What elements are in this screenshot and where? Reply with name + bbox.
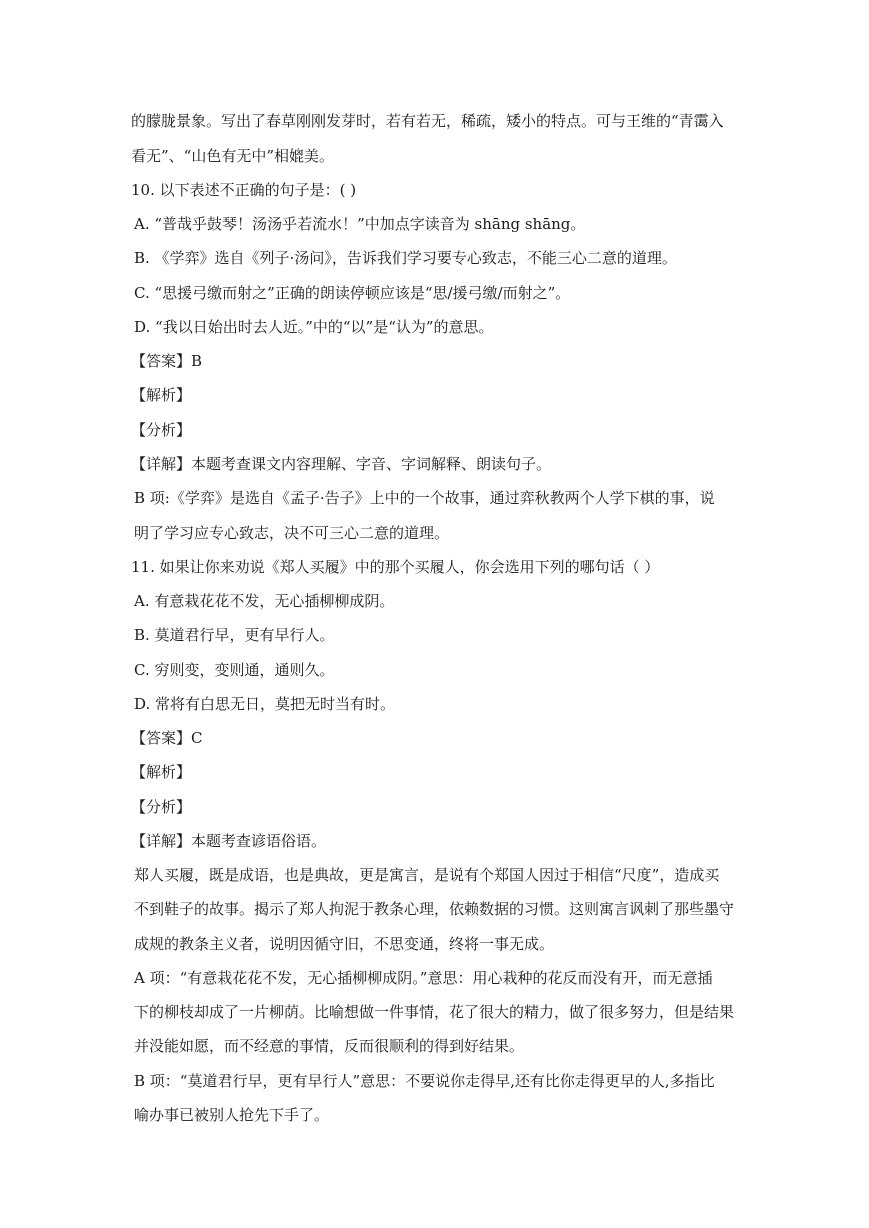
text-line: 看无”、“山色有无中”相媲美。 <box>131 147 335 165</box>
explanation-line: B 项:《学弈》是选自《孟子·告子》上中的一个故事，通过弈秋教两个人学下棋的事，说 <box>134 489 715 507</box>
question-10-option-a <box>134 213 749 235</box>
answer-label: 【答案】C <box>131 729 203 747</box>
question-10-option-d: D. “我以日始出时去人近。”中的“以”是“认为”的意思。 <box>134 318 494 336</box>
question-10-option-c: C. “思援弓缴而射之”正确的朗读停顿应该是“思/援弓缴/而射之”。 <box>134 284 571 302</box>
question-11-option-a: A. 有意栽花花不发，无心插柳柳成阴。 <box>134 592 395 610</box>
answer-label: 【答案】B <box>131 352 203 370</box>
question-11-option-c: C. 穷则变，变则通，通则久。 <box>134 661 335 679</box>
explanation-line: 成规的教条主义者，说明因循守旧，不思变通，终将一事无成。 <box>134 935 555 953</box>
question-10-option-b: B. 《学弈》选自《列子·汤问》，告诉我们学习要专心致志，不能三心二意的道理。 <box>134 249 677 267</box>
explanation-line: 喻办事已被别人抢先下手了。 <box>134 1106 330 1124</box>
analysis-label: 【解析】 <box>131 386 192 404</box>
explanation-line: A 项：“有意栽花花不发，无心插柳柳成阴。”意思：用心栽种的花反而没有开，而无意插 <box>134 969 713 987</box>
dotted-character: 汤 <box>252 215 268 233</box>
explanation-line: 郑人买履，既是成语，也是典故，更是寓言，是说有个郑国人因过于相信“尺度”，造成买 <box>134 866 720 884</box>
explanation-line: B 项：“莫道君行早，更有早行人”意思：不要说你走得早,还有比你走得更早的人,多指比 <box>134 1072 715 1090</box>
explanation-line: 不到鞋子的故事。揭示了郑人拘泥于教条心理，依赖数据的习惯。这则寓言讽刺了那些墨守 <box>134 900 735 918</box>
question-11-stem: 11. 如果让你来劝说《郑人买履》中的那个买履人，你会选用下列的哪句话（ ） <box>131 558 660 576</box>
option-a-prefix: A. “普哉乎鼓琴！ <box>134 215 253 233</box>
question-10-stem: 10. 以下表述不正确的句子是：( ) <box>131 181 357 199</box>
dotted-character: 汤 <box>267 215 283 233</box>
text-line: 的朦胧景象。写出了春草刚刚发芽时，若有若无，稀疏，矮小的特点。可与王维的“青霭入 <box>131 112 724 130</box>
detail-label: 【详解】本题考查课文内容理解、字音、字词解释、朗读句子。 <box>131 455 552 473</box>
question-11-option-b: B. 莫道君行早，更有早行人。 <box>134 626 335 644</box>
fenxi-label: 【分析】 <box>131 798 192 816</box>
explanation-line: 明了学习应专心致志，决不可三心二意的道理。 <box>134 524 450 542</box>
question-11-option-d: D. 常将有白思无日，莫把无时当有时。 <box>134 695 396 713</box>
detail-label: 【详解】本题考查谚语俗语。 <box>131 832 327 850</box>
fenxi-label: 【分析】 <box>131 421 192 439</box>
explanation-line: 并没能如愿，而不经意的事情，反而很顺利的得到好结果。 <box>134 1037 525 1055</box>
option-a-suffix: 乎若流水！”中加点字读音为 shāng shāng。 <box>282 215 586 233</box>
explanation-line: 下的柳枝却成了一片柳荫。比喻想做一件事情，花了很大的精力，做了很多努力，但是结果 <box>134 1003 735 1021</box>
analysis-label: 【解析】 <box>131 763 192 781</box>
